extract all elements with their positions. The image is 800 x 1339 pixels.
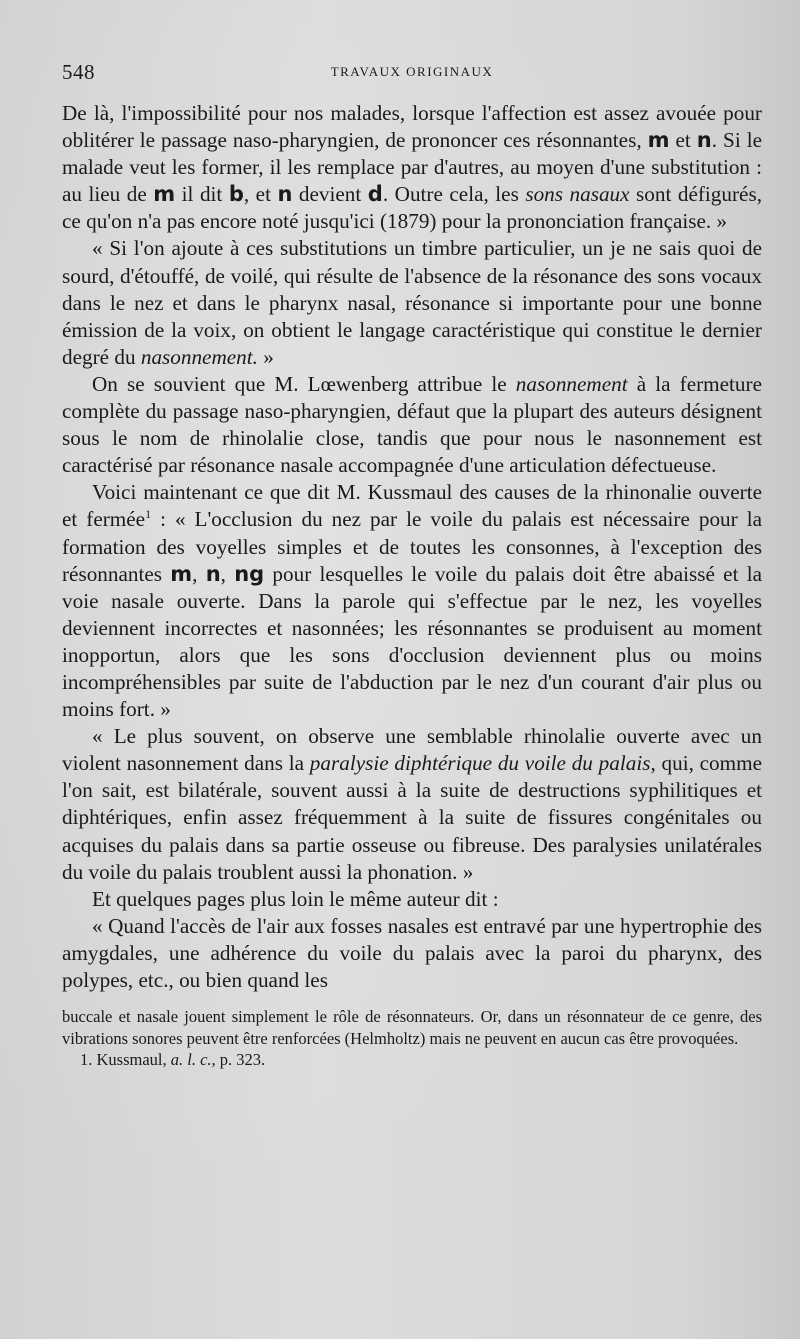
text-span: , qui, comme l'on sait, est bilatérale, souvent aussi à la suite de destructions syphilitiques et diphtériques, enfin assez fréquemment à la suite de fissures congénitales ou acquises du palais dans sa partie osseuse ou fibreuse. Des paralysies unilatérales du voile du palais troublent aussi la phonation. » — [62, 751, 763, 884]
italic-term: nasonnement. — [140, 344, 258, 369]
text-span: sont défigurés, ce qu'on n'a pas encore noté jusqu'ici (1879) pour la prononciation française. » — [62, 182, 762, 234]
italic-term: paralysie diphtérique du voile du palais — [309, 751, 651, 776]
text-span: . Outre cela, les — [382, 182, 526, 207]
paragraph-1 — [62, 100, 762, 235]
paragraph-7: « Quand l'accès de l'air aux fosses nasales est entravé par une hypertrophie des amygdales, une adhérence du voile du palais avec la paroi du pharynx, des polypes, etc., ou bien quand les — [62, 913, 762, 992]
sound-m: m — [170, 561, 193, 586]
footnote-1 — [62, 1049, 762, 1071]
book-page — [62, 60, 762, 1071]
text-span: On se souvient que M. Lœwenberg attribue le — [92, 371, 516, 396]
paragraph-4 — [62, 479, 762, 723]
sound-m: m — [647, 128, 670, 153]
footnote-continued: buccale et nasale jouent simplement le rôle de résonnateurs. Or, dans un résonnateur de ce genre, des vibrations sonores peuvent être renforcées (Helmholtz) mais ne peuvent en aucun cas être provoquées. — [62, 1007, 762, 1048]
body-text — [62, 100, 762, 994]
text-span: devient — [292, 182, 368, 207]
sound-d: d — [367, 182, 383, 207]
text-span: pour lesquelles le voile du palais doit être abaissé et la voie nasale ouverte. Dans la parole qui s'effectue par le nez, les voyelles deviennent incorrectes et nasonnées; les résonnantes se produisent au moment inopportun, alors que les sons d'occlusion deviennent plus ou moins incompréhensibles par suite de l'abduction par le nez d'un courant d'air plus ou moins fort. » — [62, 561, 763, 722]
sound-ng: ng — [234, 561, 265, 586]
page-number: 548 — [62, 60, 95, 84]
text-span: » — [257, 344, 274, 369]
footnote-number: 1. — [80, 1050, 93, 1070]
text-span: Voici maintenant ce que dit M. Kussmaul des causes de la rhinonalie ouverte et fermée — [62, 480, 762, 532]
footnotes — [62, 1006, 762, 1071]
text-span: . Si le malade veut les former, il les remplace par d'autres, au moyen d'une substitution : au lieu de — [62, 128, 762, 207]
text-span: : « L'occlusion du nez par le voile du palais est nécessaire pour la formation des voyelles simples et de toutes les consonnes, à l'exception des résonnantes — [62, 507, 762, 586]
text-span: il dit — [175, 182, 229, 207]
italic-term: sons nasaux — [525, 182, 630, 207]
paragraph-6: Et quelques pages plus loin le même auteur dit : — [92, 886, 499, 911]
sound-m: m — [153, 182, 176, 207]
text-span: Kussmaul, — [92, 1050, 171, 1070]
page-header — [62, 60, 762, 88]
paragraph-2 — [62, 235, 762, 370]
paragraph-5 — [62, 723, 762, 886]
footnote-reference: 1 — [145, 507, 152, 522]
text-span: , — [220, 561, 235, 586]
text-span: et — [669, 128, 697, 153]
text-span: , et — [243, 182, 278, 207]
paragraph-3 — [62, 371, 762, 479]
text-span: , p. 323. — [211, 1050, 266, 1070]
sound-n: n — [205, 561, 221, 586]
italic-term: a. l. c. — [170, 1050, 212, 1070]
sound-b: b — [228, 182, 244, 207]
running-head: TRAVAUX ORIGINAUX — [330, 64, 494, 79]
sound-n: n — [277, 182, 293, 207]
text-span: « Si l'on ajoute à ces substitutions un timbre particulier, un je ne sais quoi de sourd, d'étouffé, de voilé, qui résulte de l'absence de la résonance des sons vocaux dans le nez et dans le pharynx nasal, résonance si importante pour une bonne émission de la voix, on obtient le langage caractéristique qui constitue le dernier degré du — [62, 236, 762, 369]
sound-n: n — [696, 128, 712, 153]
text-span: De là, l'impossibilité pour nos malades, lorsque l'affection est assez avouée pour oblitérer le passage naso-pharyngien, de prononcer ces résonnantes, — [62, 101, 762, 153]
text-span: à la fermeture complète du passage naso-pharyngien, défaut que la plupart des auteurs désignent sous le nom de rhinolalie close, tandis que pour nous le nasonnement est caractérisé par résonance nasale accompagnée d'une articulation défectueuse. — [62, 371, 762, 478]
text-span: « Le plus souvent, on observe une semblable rhinolalie ouverte avec un violent nasonnement dans la — [62, 724, 762, 776]
text-span: , — [192, 561, 206, 586]
italic-term: nasonnement — [515, 371, 628, 396]
